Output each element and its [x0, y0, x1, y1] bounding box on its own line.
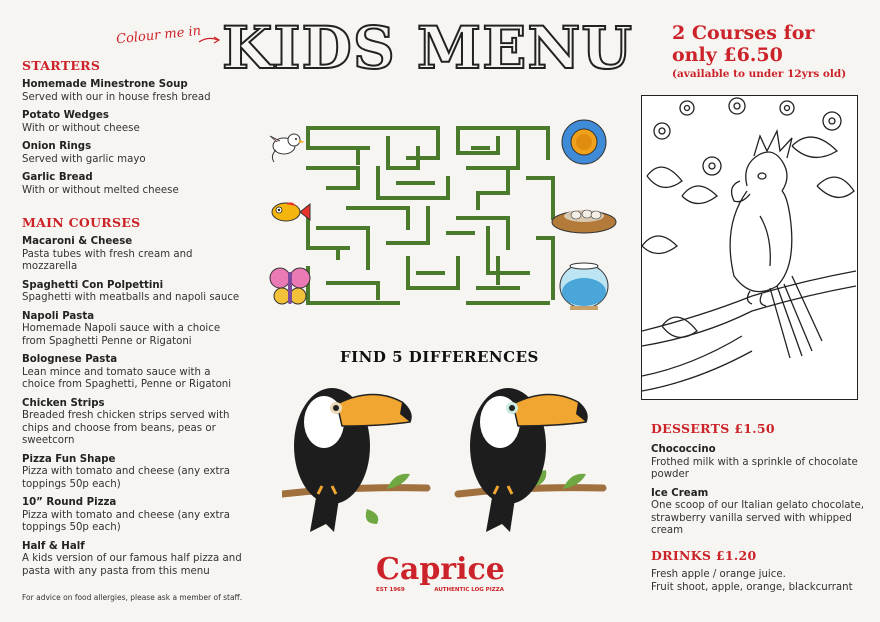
menu-item: [22, 236, 244, 274]
menu-item: [22, 497, 244, 535]
item-desc: One scoop of our Italian gelato chocolate, strawberry vanilla served with whipped cream: [651, 500, 865, 536]
offer-line-1: 2 Courses for: [672, 22, 815, 44]
item-name: Spaghetti Con Polpettini: [22, 279, 164, 291]
item-name: Chococcino: [651, 444, 716, 455]
item-name: Chicken Strips: [22, 397, 105, 409]
drinks-heading: DRINKS £1.20: [651, 548, 757, 563]
item-name: Garlic Bread: [22, 172, 93, 183]
page-title: KIDS MENU: [222, 14, 633, 82]
starters-heading: STARTERS: [22, 58, 101, 73]
allergy-note: For advice on food allergies, please ask a member of staff.: [22, 593, 243, 602]
sunflower-icon: [562, 120, 606, 164]
menu-item: [22, 354, 244, 392]
menu-item: [651, 444, 866, 482]
item-name: Ice Cream: [651, 487, 709, 499]
bird-icon: [270, 134, 305, 162]
item-desc: Served with our in house fresh bread: [22, 91, 211, 103]
find-differences-title: FIND 5 DIFFERENCES: [340, 348, 539, 366]
item-desc: Spaghetti with meatballs and napoli sauce: [22, 292, 240, 303]
item-name: 10” Round Pizza: [22, 497, 117, 508]
arrow-icon: [198, 34, 222, 46]
cockatoo-outline-icon: [642, 96, 856, 398]
brand-name: Caprice: [376, 552, 505, 587]
menu-item: [22, 541, 244, 579]
item-name: Napoli Pasta: [22, 310, 95, 322]
item-name: Homemade Minestrone Soup: [22, 79, 188, 90]
offer-note: (available to under 12yrs old): [672, 68, 847, 80]
butterfly-icon: [270, 268, 310, 304]
menu-item: [22, 398, 244, 448]
price-offer: [672, 22, 872, 80]
desserts-heading: DESSERTS £1.50: [651, 421, 775, 436]
item-desc: Breaded fresh chicken strips served with chips and choose from beans, peas or sweetcorn: [22, 410, 230, 446]
item-name: Potato Wedges: [22, 110, 109, 121]
brand-tagline-text: AUTHENTIC LOG PIZZA: [434, 587, 504, 593]
item-desc: With or without cheese: [22, 122, 140, 134]
brand-est: EST 1969: [376, 587, 405, 593]
brand-tagline: [376, 587, 504, 593]
fish-icon: [272, 202, 310, 221]
menu-item: [22, 141, 244, 166]
main-courses-heading: MAIN COURSES: [22, 215, 141, 230]
item-name: Onion Rings: [22, 141, 92, 152]
item-desc: Pizza with tomato and cheese (any extra toppings 50p each): [22, 466, 230, 490]
drinks-line-2: Fruit shoot, apple, orange, blackcurrant: [651, 581, 853, 593]
menu-item: [22, 311, 244, 349]
menu-item: [22, 172, 244, 197]
item-desc: Lean mince and tomato sauce with a choice from Spaghetti, Penne or Rigatoni: [22, 366, 232, 390]
main-courses-section: [22, 215, 244, 578]
maze-walls: [308, 128, 553, 303]
starters-section: [22, 58, 244, 197]
menu-item: [22, 110, 244, 135]
caprice-logo: [376, 554, 504, 593]
item-desc: Homemade Napoli sauce with a choice from Spaghetti Penne or Rigatoni: [22, 323, 221, 347]
item-name: Bolognese Pasta: [22, 354, 118, 365]
maze-puzzle: [258, 108, 626, 324]
nest-icon: [552, 210, 616, 233]
item-name: Pizza Fun Shape: [22, 453, 116, 465]
item-name: Macaroni & Cheese: [22, 236, 133, 247]
offer-line-2: only £6.50: [672, 44, 783, 66]
item-desc: With or without melted cheese: [22, 184, 179, 196]
desserts-section: [651, 421, 866, 544]
item-desc: Pasta tubes with fresh cream and mozzarella: [22, 248, 193, 272]
menu-item: [22, 79, 244, 104]
menu-item: [22, 280, 244, 305]
menu-item: [22, 454, 244, 492]
item-desc: A kids version of our famous half pizza and pasta with any pasta from this menu: [22, 553, 242, 577]
item-desc: Served with garlic mayo: [22, 153, 146, 165]
item-desc: Frothed milk with a sprinkle of chocolate powder: [651, 456, 858, 480]
menu-item: [651, 488, 866, 538]
drinks-section: [651, 548, 866, 594]
colour-me-in-label: Colour me in: [115, 23, 202, 48]
fishbowl-icon: [560, 263, 608, 310]
toucan-icon: [282, 388, 427, 532]
toucan-icon: [458, 388, 603, 532]
drinks-line-1: Fresh apple / orange juice.: [651, 569, 786, 580]
menu-left-column: [22, 58, 244, 584]
toucans-illustration: [282, 374, 632, 570]
item-name: Half & Half: [22, 540, 85, 552]
colouring-picture: [641, 95, 858, 400]
item-desc: Pizza with tomato and cheese (any extra toppings 50p each): [22, 509, 230, 533]
